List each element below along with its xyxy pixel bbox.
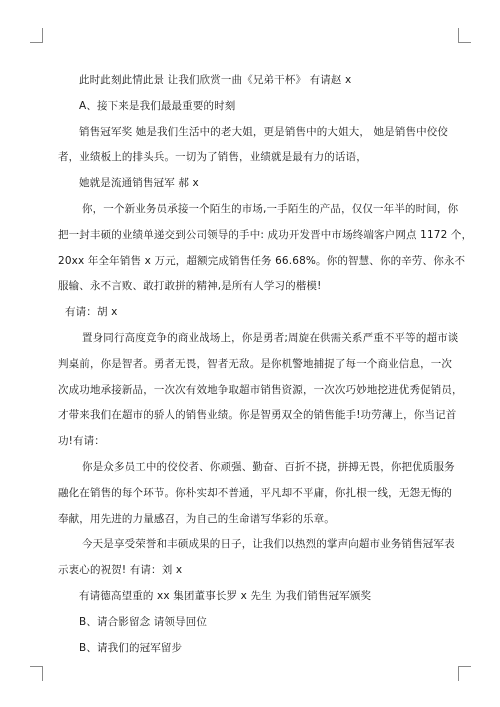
crop-mark-bottom-left bbox=[30, 666, 43, 681]
paragraph-line: 次成功地承接新品，一次次有效地争取超市销售资源，一次次巧妙地挖进优秀促销员， bbox=[58, 383, 463, 396]
paragraph-line: 功!有请： bbox=[58, 435, 105, 448]
document-page bbox=[58, 68, 473, 661]
paragraph-line: 你是众多员工中的佼佼者、你顽强、勤奋、百折不挠，拼搏无畏，你把优质服务 bbox=[82, 460, 455, 473]
paragraph-line: 把一封丰硕的业绩单递交到公司领导的手中: 成功开发晋中市场终端客户网点 1172 个， bbox=[58, 228, 473, 241]
paragraph-line: 今天是享受荣誉和丰硕成果的日子，让我们以热烈的掌声向超市业务销售冠军表 bbox=[82, 538, 455, 551]
crop-mark-bottom-right bbox=[458, 666, 471, 681]
paragraph-line: 有请：胡 x bbox=[65, 306, 118, 319]
crop-mark-top-left bbox=[30, 28, 43, 43]
section-heading: A、接下来是我们最最重要的时刻 bbox=[79, 99, 236, 112]
paragraph-line: 才带来我们在超市的骄人的销售业绩。你是智勇双全的销售能手!功劳薄上，你当记首 bbox=[58, 409, 457, 422]
paragraph-line: 销售冠军奖 她是我们生活中的老大姐，更是销售中的大姐大， 她是销售中佼佼 bbox=[79, 125, 449, 138]
crop-mark-top-right bbox=[458, 28, 471, 43]
paragraph-line: 此时此刻此情此景 让我们欣赏一曲《兄弟干杯》 有请赵 x bbox=[79, 74, 352, 86]
paragraph-line: 你，一个新业务员承接一个陌生的市场,一手陌生的产品，仅仅一年半的时间，你 bbox=[82, 202, 459, 215]
paragraph-line: 她就是流通销售冠军 郝 x bbox=[79, 177, 199, 190]
section-heading: B、请我们的冠军留步 bbox=[79, 641, 183, 654]
paragraph-line: 者，业绩板上的排头兵。一切为了销售，业绩就是最有力的话语， bbox=[58, 151, 367, 164]
paragraph-line: 置身同行高度竞争的商业战场上，你是勇者;周旋在供需关系严重不平等的超市谈 bbox=[82, 331, 459, 344]
section-heading: B、请合影留念 请领导回位 bbox=[79, 615, 207, 628]
paragraph-line: 服输、永不言败、敢打敢拼的精神,是所有人学习的楷模! bbox=[58, 280, 322, 293]
paragraph-line: 20xx 年全年销售 x 万元，超额完成销售任务 66.68%。你的智慧、你的辛劳、你永不 bbox=[58, 254, 466, 267]
paragraph-line: 有请德高望重的 xx 集团董事长罗 x 先生 为我们销售冠军颁奖 bbox=[79, 589, 372, 602]
paragraph-line: 奉献，用先进的力量感召，为自己的生命谱写华彩的乐章。 bbox=[58, 512, 335, 525]
paragraph-line: 示衷心的祝贺! 有请：刘 x bbox=[58, 564, 183, 577]
paragraph-line: 融化在销售的每个环节。你朴实却不普通，平凡却不平庸，你扎根一线，无怨无悔的 bbox=[58, 486, 453, 499]
paragraph-line: 判桌前，你是智者。勇者无畏，智者无敌。是你机警地捕捉了每一个商业信息，一次 bbox=[58, 357, 453, 370]
